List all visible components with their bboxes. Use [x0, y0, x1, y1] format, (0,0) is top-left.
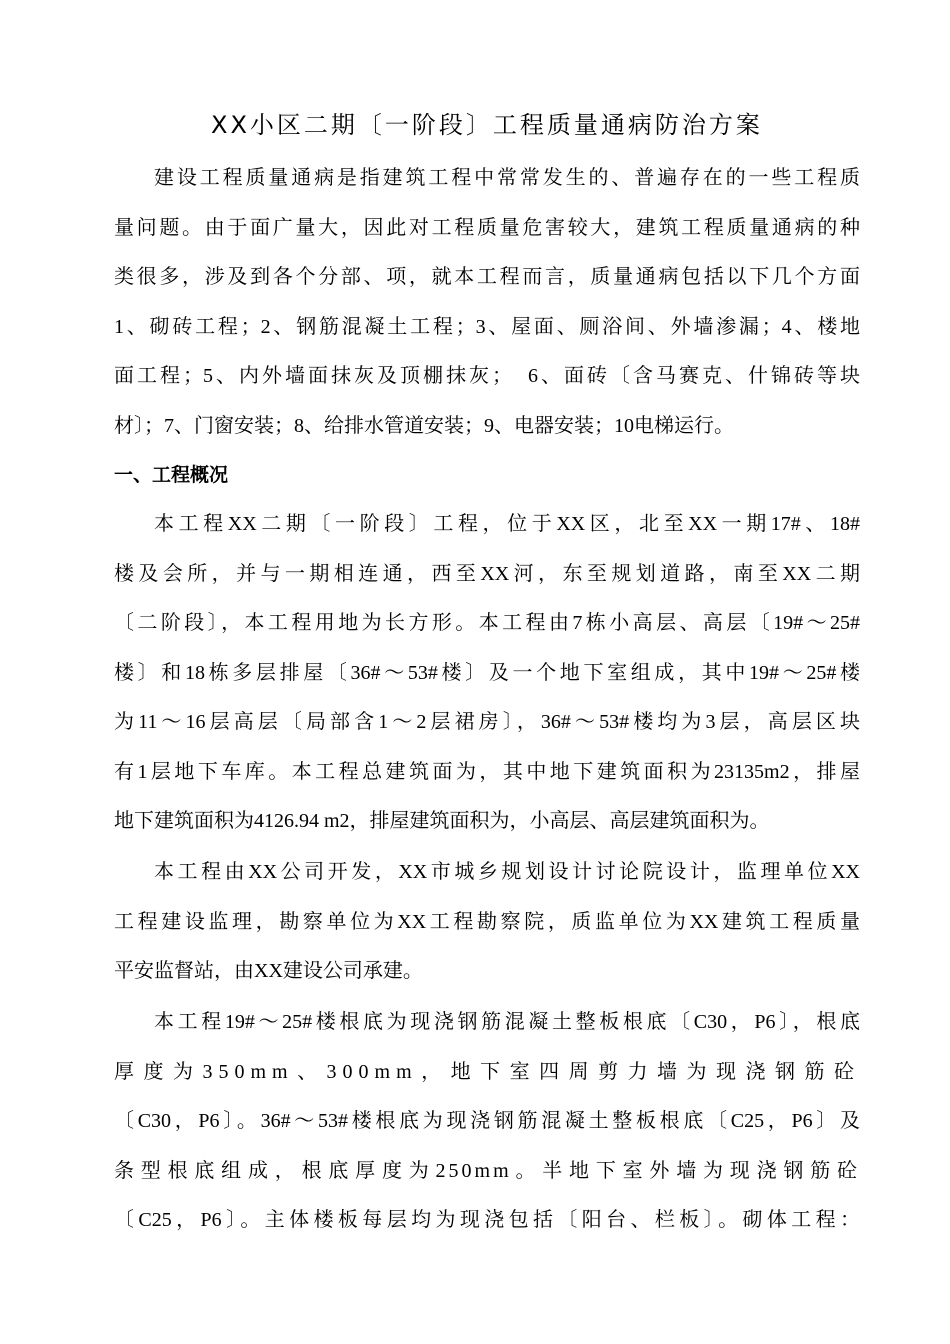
text-line: 厚度为350mm、300mm，地下室四周剪力墙为现浇钢筋砼 — [114, 1060, 860, 1083]
overview-paragraph-1 — [114, 500, 860, 847]
text-line: 为11～16层高层〔局部含1～2层裙房〕，36#～53#楼均为3层，高层区块 — [114, 711, 860, 733]
text-line: 量问题。由于面广量大，因此对工程质量危害较大，建筑工程质量通病的种 — [114, 216, 860, 239]
text-line: 〔二阶段〕，本工程用地为长方形。本工程由7栋小高层、高层〔19#～25# — [114, 612, 860, 634]
text-line: 本工程XX二期〔一阶段〕工程，位于XX区，北至XX一期17#、18# — [154, 513, 860, 535]
text-line: 工程建设监理，勘察单位为XX工程勘察院，质监单位为XX建筑工程质量 — [114, 910, 860, 933]
section-heading-overview: 一、工程概况 — [114, 464, 229, 486]
text-line: 本工程19#～25#楼根底为现浇钢筋混凝土整板根底〔C30，P6〕，根底 — [154, 1011, 860, 1033]
text-line: 1、砌砖工程；2、钢筋混凝土工程；3、屋面、厕浴间、外墙渗漏；4、楼地 — [114, 315, 860, 338]
text-line: 材〕；7、门窗安装；8、给排水管道安装；9、电器安装；10电梯运行。 — [114, 414, 734, 437]
text-line: 类很多，涉及到各个分部、项，就本工程而言，质量通病包括以下几个方面 — [114, 266, 860, 288]
overview-paragraph-3 — [114, 998, 860, 1246]
text-line: 楼〕和18栋多层排屋〔36#～53#楼〕及一个地下室组成，其中19#～25#楼 — [114, 661, 860, 684]
text-line: 面工程；5、内外墙面抹灰及顶棚抹灰； 6、面砖〔含马赛克、什锦砖等块 — [114, 365, 860, 387]
document-title: XX小区二期〔一阶段〕工程质量通病防治方案 — [211, 111, 763, 139]
text-line: 条型根底组成，根底厚度为250mm。半地下室外墙为现浇钢筋砼 — [114, 1159, 860, 1182]
text-line: 有1层地下车库。本工程总建筑面为，其中地下建筑面积为23135m2，排屋 — [114, 760, 860, 783]
text-line: 〔C30，P6〕。36#～53#楼根底为现浇钢筋混凝土整板根底〔C25，P6〕及 — [114, 1110, 860, 1132]
text-line: 平安监督站，由XX建设公司承建。 — [114, 960, 423, 982]
text-line: 本工程由XX公司开发，XX市城乡规划设计讨论院设计，监理单位XX — [154, 861, 860, 883]
text-line: 〔C25，P6〕。主体楼板每层均为现浇包括〔阳台、栏板〕。砌体工程： — [114, 1209, 860, 1231]
intro-paragraph — [114, 154, 860, 451]
text-line: 楼及会所，并与一期相连通，西至XX河，东至规划道路，南至XX二期 — [114, 562, 860, 585]
overview-paragraph-2 — [114, 848, 860, 997]
text-line: 建设工程质量通病是指建筑工程中常常发生的、普遍存在的一些工程质 — [154, 167, 860, 189]
text-line: 地下建筑面积为4126.94 m2，排屋建筑面积为，小高层、高层建筑面积为。 — [114, 810, 770, 832]
